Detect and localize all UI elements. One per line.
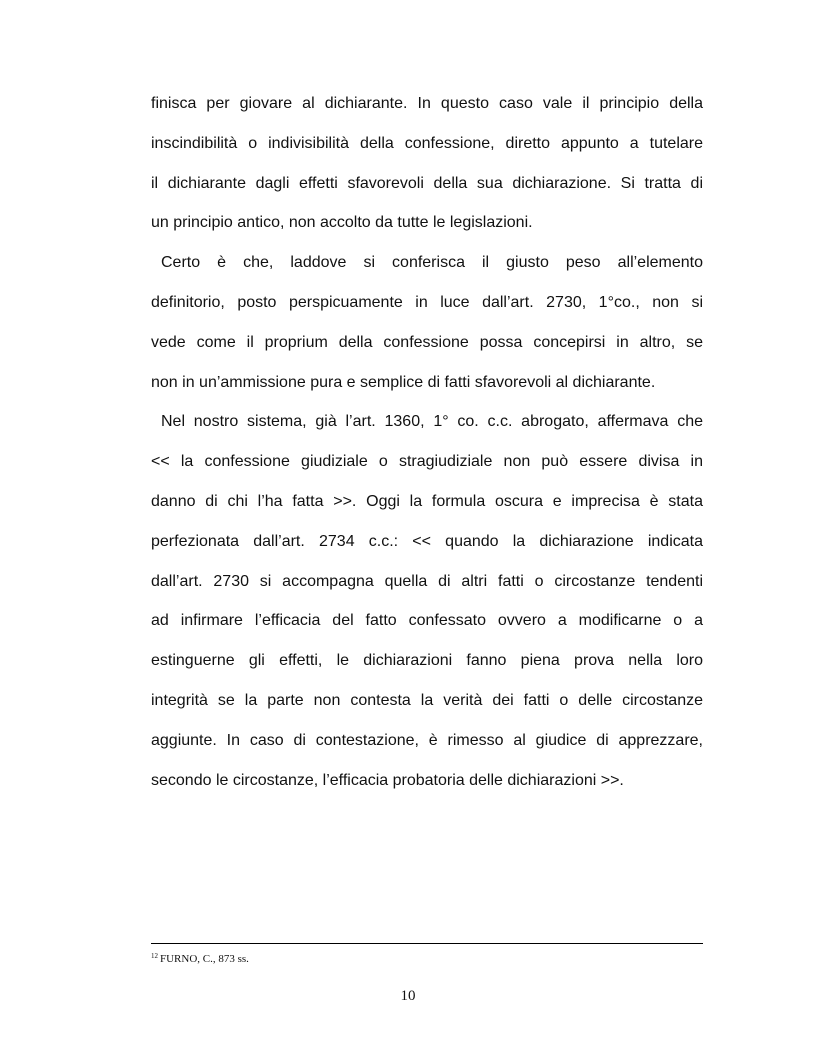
text-line: dall’art. 2730 si accompagna quella di altri fatti o circostanze tendenti xyxy=(151,572,703,590)
paragraph-1 xyxy=(151,84,703,243)
text-line: integrità se la parte non contesta la verità dei fatti o delle circostanze xyxy=(151,691,703,709)
text-line: secondo le circostanze, l’efficacia probatoria delle dichiarazioni >>. xyxy=(151,771,624,789)
text-line: perfezionata dall’art. 2734 c.c.: << quando la dichiarazione indicata xyxy=(151,532,703,550)
text-line: il dichiarante dagli effetti sfavorevoli della sua dichiarazione. Si tratta di xyxy=(151,174,703,192)
text-line: << la confessione giudiziale o stragiudiziale non può essere divisa in xyxy=(151,453,703,471)
text-line: danno di chi l’ha fatta >>. Oggi la formula oscura e imprecisa è stata xyxy=(151,492,703,510)
footnote xyxy=(151,952,249,965)
text-line: finisca per giovare al dichiarante. In questo caso vale il principio della xyxy=(151,95,703,112)
text-line: vede come il proprium della confessione possa concepirsi in altro, se xyxy=(151,333,703,351)
text-line: Certo è che, laddove si conferisca il giusto peso all’elemento xyxy=(161,254,703,272)
footnote-number: 12 xyxy=(151,952,158,960)
text-line: estinguerne gli effetti, le dichiarazioni fanno piena prova nella loro xyxy=(151,652,703,670)
text-line: Nel nostro sistema, già l’art. 1360, 1° co. c.c. abrogato, affermava che xyxy=(161,413,703,431)
text-line: definitorio, posto perspicuamente in luce dall’art. 2730, 1°co., non si xyxy=(151,293,703,311)
text-line: ad infirmare l’efficacia del fatto confessato ovvero a modificarne o a xyxy=(151,612,703,630)
text-line: un principio antico, non accolto da tutte le legislazioni. xyxy=(151,214,533,232)
text-line: non in un’ammissione pura e semplice di fatti sfavorevoli al dichiarante. xyxy=(151,373,656,391)
footnote-text: FURNO, C., 873 ss. xyxy=(160,953,249,965)
text-line: aggiunte. In caso di contestazione, è rimesso al giudice di apprezzare, xyxy=(151,731,703,749)
page-number: 10 xyxy=(400,988,416,1004)
body-text xyxy=(151,84,703,800)
footnote-divider xyxy=(151,943,703,944)
paragraph-3 xyxy=(151,402,703,800)
text-line: inscindibilità o indivisibilità della confessione, diretto appunto a tutelare xyxy=(151,134,703,152)
paragraph-2 xyxy=(151,243,703,402)
